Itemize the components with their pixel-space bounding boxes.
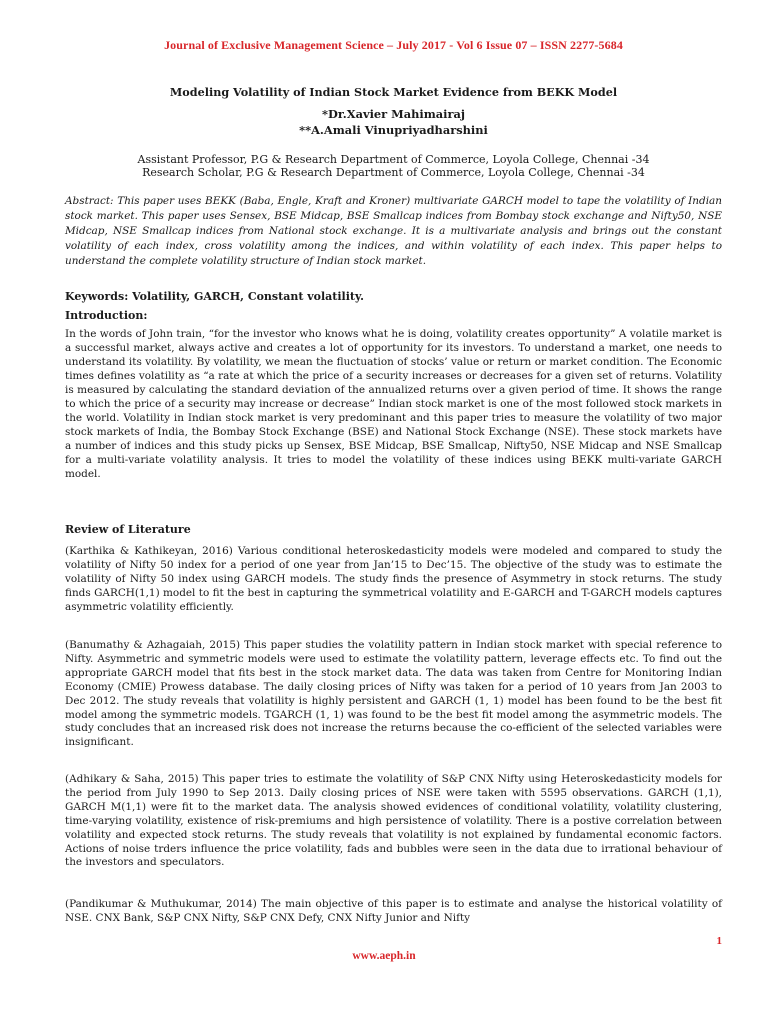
introduction-heading: Introduction:	[65, 309, 148, 322]
page-number: 1	[716, 935, 722, 947]
introduction-text: In the words of John train, “for the investor who knows what he is doing, volatility creates opportunity” A volatile market is a successful market, always active and creates a lot of opportunity for its investors. To understand a market, one needs to understand its volatility. By volatility, we mean the fluctuation of stocks’ value or return or market condition. The Economic times defines volatility as “a rate at which the price of a security increases or decreases for a given set of returns. Volatility is measured by calculating the standard deviation of the annualized returns over a given period of time. It shows the range to which the price of a security may increase or decrease” Indian stock market is one of the most followed stock markets in the world. Volatility in Indian stock market is very predominant and this paper tries to measure the volatility of two major stock markets of India, the Bombay Stock Exchange (BSE) and National Stock Exchange (NSE). These stock markets have a number of indices and this study picks up Sensex, BSE Midcap, BSE Smallcap, Nifty50, NSE Midcap and NSE Smallcap for a multi-variate volatility analysis. It tries to model the volatility of these indices using BEKK multi-variate GARCH model.	[65, 328, 722, 481]
affiliation-1: Assistant Professor, P.G & Research Department of Commerce, Loyola College, Chennai -34	[137, 153, 650, 166]
keywords: Keywords: Volatility, GARCH, Constant volatility.	[65, 290, 364, 303]
abstract: Abstract: This paper uses BEKK (Baba, Engle, Kraft and Kroner) multivariate GARCH model to tape the volatility of Indian stock market. This paper uses Sensex, BSE Midcap, BSE Smallcap indices from Bombay stock exchange and Nifty50, NSE Midcap, NSE Smallcap indices from National stock exchange. It is a multivariate analysis and brings out the constant volatility of each index, cross volatility among the indices, and within volatility of each index. This paper helps to understand the complete volatility structure of Indian stock market.	[65, 195, 722, 267]
author-2: **A.Amali Vinupriyadharshini	[299, 123, 488, 137]
affiliation-2: Research Scholar, P.G & Research Department of Commerce, Loyola College, Chennai -34	[142, 166, 645, 179]
author-1: *Dr.Xavier Mahimairaj	[322, 107, 465, 121]
review-heading: Review of Literature	[65, 523, 191, 536]
review-paragraph: (Pandikumar & Muthukumar, 2014) The main objective of this paper is to estimate and analyse the historical volatility of NSE. CNX Bank, S&P CNX Nifty, S&P CNX Defy, CNX Nifty Junior and Nifty	[65, 898, 722, 924]
paper-title: Modeling Volatility of Indian Stock Market Evidence from BEKK Model	[169, 85, 618, 99]
review-paragraph: (Banumathy & Azhagaiah, 2015) This paper studies the volatility pattern in Indian stock market with special reference to Nifty. Asymmetric and symmetric models were used to estimate the volatility pattern, leverage effects etc. To find out the appropriate GARCH model that fits best in the stock market data. The data was taken from Centre for Monitoring Indian Economy (CMIE) Prowess database. The daily closing prices of Nifty was taken for a period of 10 years from Jan 2003 to Dec 2012. The study reveals that volatility is highly persistent and GARCH (1, 1) model has been found to be the best fit model among the symmetric models. TGARCH (1, 1) was found to be the best fit model among the asymmetric models. The study concludes that an increased risk does not increase the returns because the co-efficient of the selected variables were insignificant.	[65, 639, 722, 749]
footer-link[interactable]: www.aeph.in	[352, 950, 416, 962]
review-paragraph: (Adhikary & Saha, 2015) This paper tries to estimate the volatility of S&P CNX Nifty using Heteroskedasticity models for the period from July 1990 to Sep 2013. Daily closing prices of NSE were taken with 5595 observations. GARCH (1,1), GARCH M(1,1) were fit to the market data. The analysis showed evidences of conditional volatility, volatility clustering, time-varying volatility, existence of risk-premiums and high persistence of volatility. There is a postive correlation between volatility and expected stock returns. The study reveals that volatility is not explained by fundamental economic factors. Actions of noise trders influence the price volatility, fads and bubbles were seen in the data due to irrational behaviour of the investors and speculators.	[65, 773, 722, 869]
journal-header: Journal of Exclusive Management Science – July 2017 - Vol 6 Issue 07 – ISSN 2277-5684	[164, 38, 623, 52]
review-paragraph: (Karthika & Kathikeyan, 2016) Various conditional heteroskedasticity models were modeled and compared to study the volatility of Nifty 50 index for a period of one year from Jan’15 to Dec’15. The objective of the study was to estimate the volatility of Nifty 50 index using GARCH models. The study finds the presence of Asymmetry in stock returns. The study finds GARCH(1,1) model to fit the best in capturing the symmetrical volatility and E-GARCH and T-GARCH models captures asymmetric volatility efficiently.	[65, 545, 722, 613]
